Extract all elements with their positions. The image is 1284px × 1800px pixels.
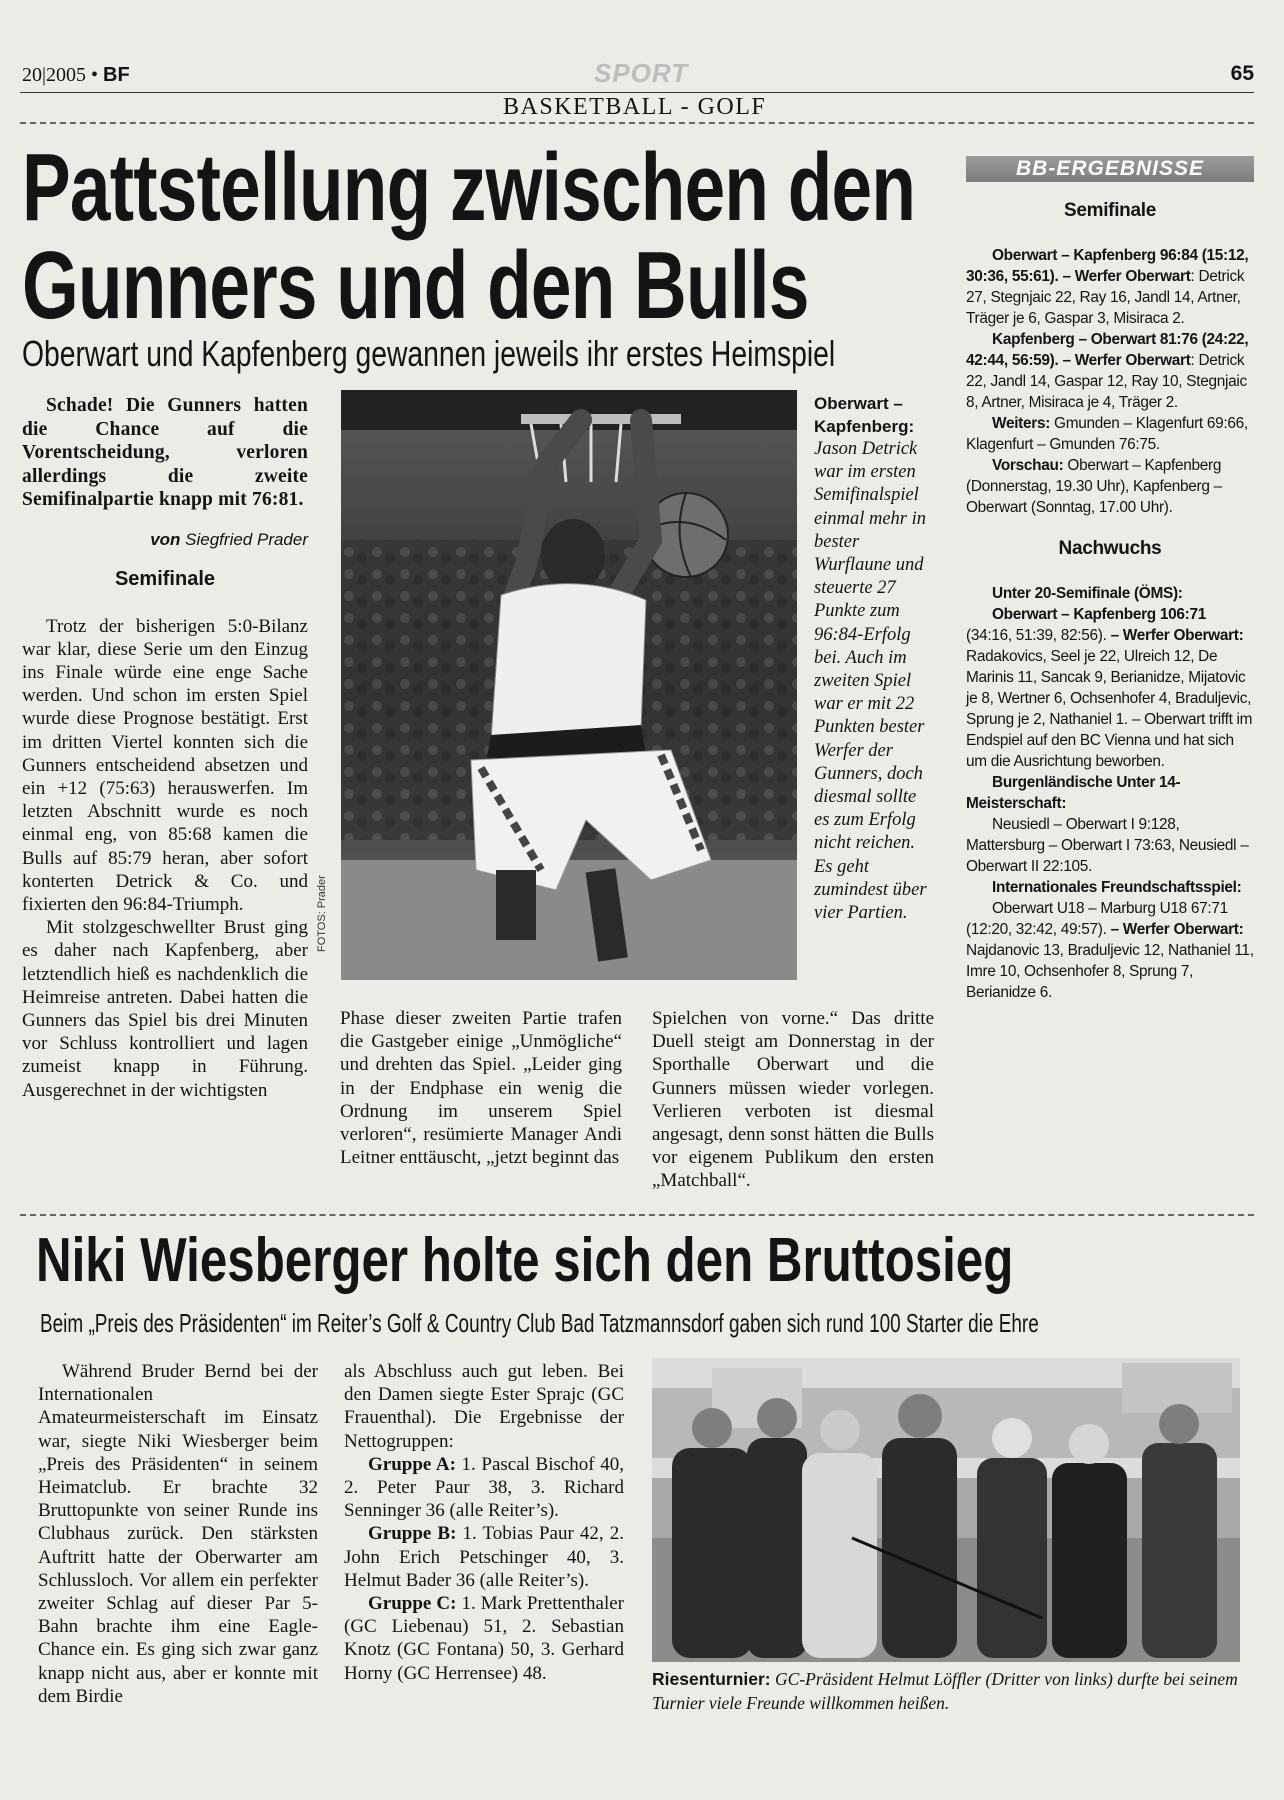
article1-lead: Schade! Die Gunners hatten die Chance auf die Vorentscheidung, verloren allerdings die zweite Semifinalpartie knapp mit 76:81.	[22, 395, 308, 510]
results-u20-text: (34:16, 51:39, 82:56). – Werfer Oberwart: Radakovics, Seel je 22, Ulreich 12, De Marinis 11, Sancak 9, Berianidze, Mijatovic je 8, Wertner 6, Ochsenhofer 4, Braduljevic, Sprung je 2, Nathaniel 1. – Oberwart trifft im Endspiel auf den BC Vienna und hat sich um die Ausrichtung beworben.	[966, 627, 1253, 770]
group-b: Gruppe B: 1. Tobias Paur 42, 2. John Erich Petschinger 40, 3. Helmut Bader 36 (alle Reiter’s).	[344, 1523, 624, 1591]
results-sidebar	[966, 200, 1254, 1003]
golf-caption-label: Riesenturnier:	[652, 1669, 771, 1689]
subsection-label: BASKETBALL - GOLF	[503, 94, 767, 120]
section-label: SPORT	[594, 58, 689, 88]
article1-byline	[22, 530, 308, 550]
results-intl-head: Internationales Freundschaftsspiel:	[992, 879, 1242, 896]
article1-headline-line1: Pattstellung zwischen den	[22, 134, 916, 241]
header-rule	[20, 92, 1254, 93]
results-semifinale-head: Semifinale	[1063, 200, 1157, 221]
results-intl-text: Oberwart U18 – Marburg U18 67:71 (12:20, 32:42, 49:57). – Werfer Oberwart: Najdanovic 13, Braduljevic 12, Nathaniel 11, Imre 10, Ochsenhofer 8, Sprung 7, Berianidze 6.	[966, 900, 1254, 1001]
results-banner	[966, 156, 1254, 182]
article1-col2: Phase dieser zweiten Partie trafen die Gastgeber einige „Unmögliche“ und drehten das Spiel. „Leider ging in der Endphase ein wenig die Ordnung im unserem Spiel verloren“, resümierte Manager Andi Leitner enttäuscht, „jetzt beginnt das	[340, 1008, 622, 1169]
byline-prefix: von	[150, 529, 181, 549]
header-dash-rule	[20, 122, 1254, 124]
results-u14-head: Burgenländische Unter 14-Meisterschaft:	[966, 774, 1181, 812]
article1-col1-p1: Trotz der bisherigen 5:0-Bilanz war klar, diese Serie um den Einzug ins Finale würde eine enge Sache werden. Und schon im ersten Spiel wurde diese Prognose bestätigt. Erst im dritten Viertel konnten sich die Gunners entscheidend absetzen und ein +12 (75:63) herauswerfen. Im letzten Abschnitt wurde es noch einmal eng, von 85:68 kamen die Bulls auf 85:79 heran, aber sofort konterten Detrick & Co. und fixierten den 96:84-Triumph.	[22, 615, 308, 915]
results-u20-game: Oberwart – Kapfenberg 106:71	[992, 606, 1206, 623]
article2-headline: Niki Wiesberger holte sich den Bruttosieg	[36, 1226, 1014, 1295]
golf-photo-caption	[652, 1668, 1242, 1716]
article1-col1	[22, 394, 308, 1102]
caption-text: Jason Detrick war im ersten Semifinalspiel einmal mehr in bester Wurflaune und steuerte 27 Punkte zum 96:84-Erfolg bei. Auch im zweiten Spiel war er mit 22 Punkten bester Werfer der Gunners, doch diesmal sollte es zum Erfolg nicht reichen. Es geht zumindest über vier Partien.	[814, 439, 927, 924]
results-game2: Kapfenberg – Oberwart 81:76 (24:22, 42:44, 56:59). – Werfer Oberwart: Detrick 22, Jandl 14, Gaspar 12, Ray 10, Stegnjaic 8, Artner, Misiraca je 4, Träger 2.	[966, 331, 1249, 411]
results-banner-label: BB-ERGEBNISSE	[1015, 157, 1205, 180]
article1-col3: Spielchen von vorne.“ Das dritte Duell steigt am Donnerstag in der Sporthalle Oberwart und die Gunners müssen wieder vorlegen. Verlieren verboten ist diesmal angesagt, denn sonst hätten die Bulls vor eigenem Publikum den ersten „Matchball“.	[652, 1008, 934, 1192]
group-a: Gruppe A: 1. Pascal Bischof 40, 2. Peter Paur 38, 3. Richard Senninger 36 (alle Reiter’s).	[344, 1453, 624, 1522]
article1-col1-p2: Mit stolzgeschwellter Brust ging es daher nach Kapfenberg, aber letztendlich hieß es nachdenklich die Heimreise antreten. Dabei hatten die Gunners das Spiel bis drei Minuten vor Schluss kontrolliert und lagen zumeist knapp in Führung. Ausgerechnet in der wichtigsten	[22, 917, 308, 1101]
results-weiters: Weiters: Gmunden – Klagenfurt 69:66, Klagenfurt – Gmunden 76:75.	[966, 415, 1248, 453]
article2-col1: Während Bruder Bernd bei der Internationalen Amateurmeisterschaft im Einsatz war, siegte Niki Wiesberger beim „Preis des Präsidenten“ in seinem Heimatclub. Er brachte 32 Bruttopunkte von seiner Runde ins Clubhaus zurück. Den stärksten Auftritt hatte der Oberwarter am Schlussloch. Vor allem ein perfekter zweiter Schlag auf dieser Par 5-Bahn brachte ihm eine Eagle-Chance ein. Es ging sich zwar ganz knapp nicht aus, aber er konnte mit dem Birdie	[38, 1361, 318, 1707]
basketball-photo	[341, 390, 797, 980]
results-u14-text: Neusiedl – Oberwart I 9:128, Mattersburg – Oberwart I 73:63, Neusiedl – Oberwart II 22:105.	[966, 816, 1249, 875]
article2-col2-intro: als Abschluss auch gut leben. Bei den Damen siegte Ester Sprajc (GC Frauenthal). Die Ergebnisse der Nettogruppen:	[344, 1361, 624, 1452]
article-divider	[20, 1214, 1254, 1216]
results-u20-head: Unter 20-Semifinale (ÖMS):	[992, 585, 1183, 602]
results-game1: Oberwart – Kapfenberg 96:84 (15:12, 30:36, 55:61). – Werfer Oberwart: Detrick 27, Stegnjaic 22, Ray 16, Jandl 14, Artner, Träger je 6, Gaspar 3, Misiraca 2.	[966, 247, 1249, 327]
issue-bullet: •	[91, 64, 99, 86]
issue-number: 20|2005	[22, 64, 87, 86]
byline-name: Siegfried Prader	[185, 529, 308, 549]
golf-photo	[652, 1358, 1240, 1662]
article2-subheadline: Beim „Preis des Präsidenten“ im Reiter’s Golf & Country Club Bad Tatzmannsdorf gaben sich rund 100 Starter die Ehre	[40, 1308, 1039, 1338]
photo-caption	[814, 392, 936, 925]
article2-col2	[344, 1360, 624, 1685]
golf-photo-art	[652, 1358, 1240, 1662]
group-c: Gruppe C: 1. Mark Prettenthaler (GC Liebenau) 51, 2. Sebastian Knotz (GC Fontana) 50, 3. Gerhard Horny (GC Herrensee) 48.	[344, 1593, 624, 1684]
results-nachwuchs-head: Nachwuchs	[1058, 538, 1162, 559]
photo-credit: FOTOS: Prader	[316, 875, 328, 952]
results-vorschau: Vorschau: Oberwart – Kapfenberg (Donnerstag, 19.30 Uhr), Kapfenberg – Oberwart (Sonntag, 17.00 Uhr).	[966, 457, 1222, 516]
basketball-photo-art	[341, 390, 797, 980]
article1-section-head: Semifinale	[114, 567, 216, 590]
brand-label: BF	[103, 64, 130, 86]
article1-subheadline: Oberwart und Kapfenberg gewannen jeweils ihr erstes Heimspiel	[22, 333, 836, 374]
article1-headline-line2: Gunners und den Bulls	[22, 232, 809, 339]
golf-caption-text: GC-Präsident Helmut Löffler (Dritter von links) durfte bei seinem Turnier viele Freunde willkommen heißen.	[652, 1669, 1238, 1713]
caption-head: Oberwart – Kapfenberg:	[814, 394, 915, 436]
page-number: 65	[1230, 62, 1254, 85]
issue-label	[22, 64, 130, 87]
